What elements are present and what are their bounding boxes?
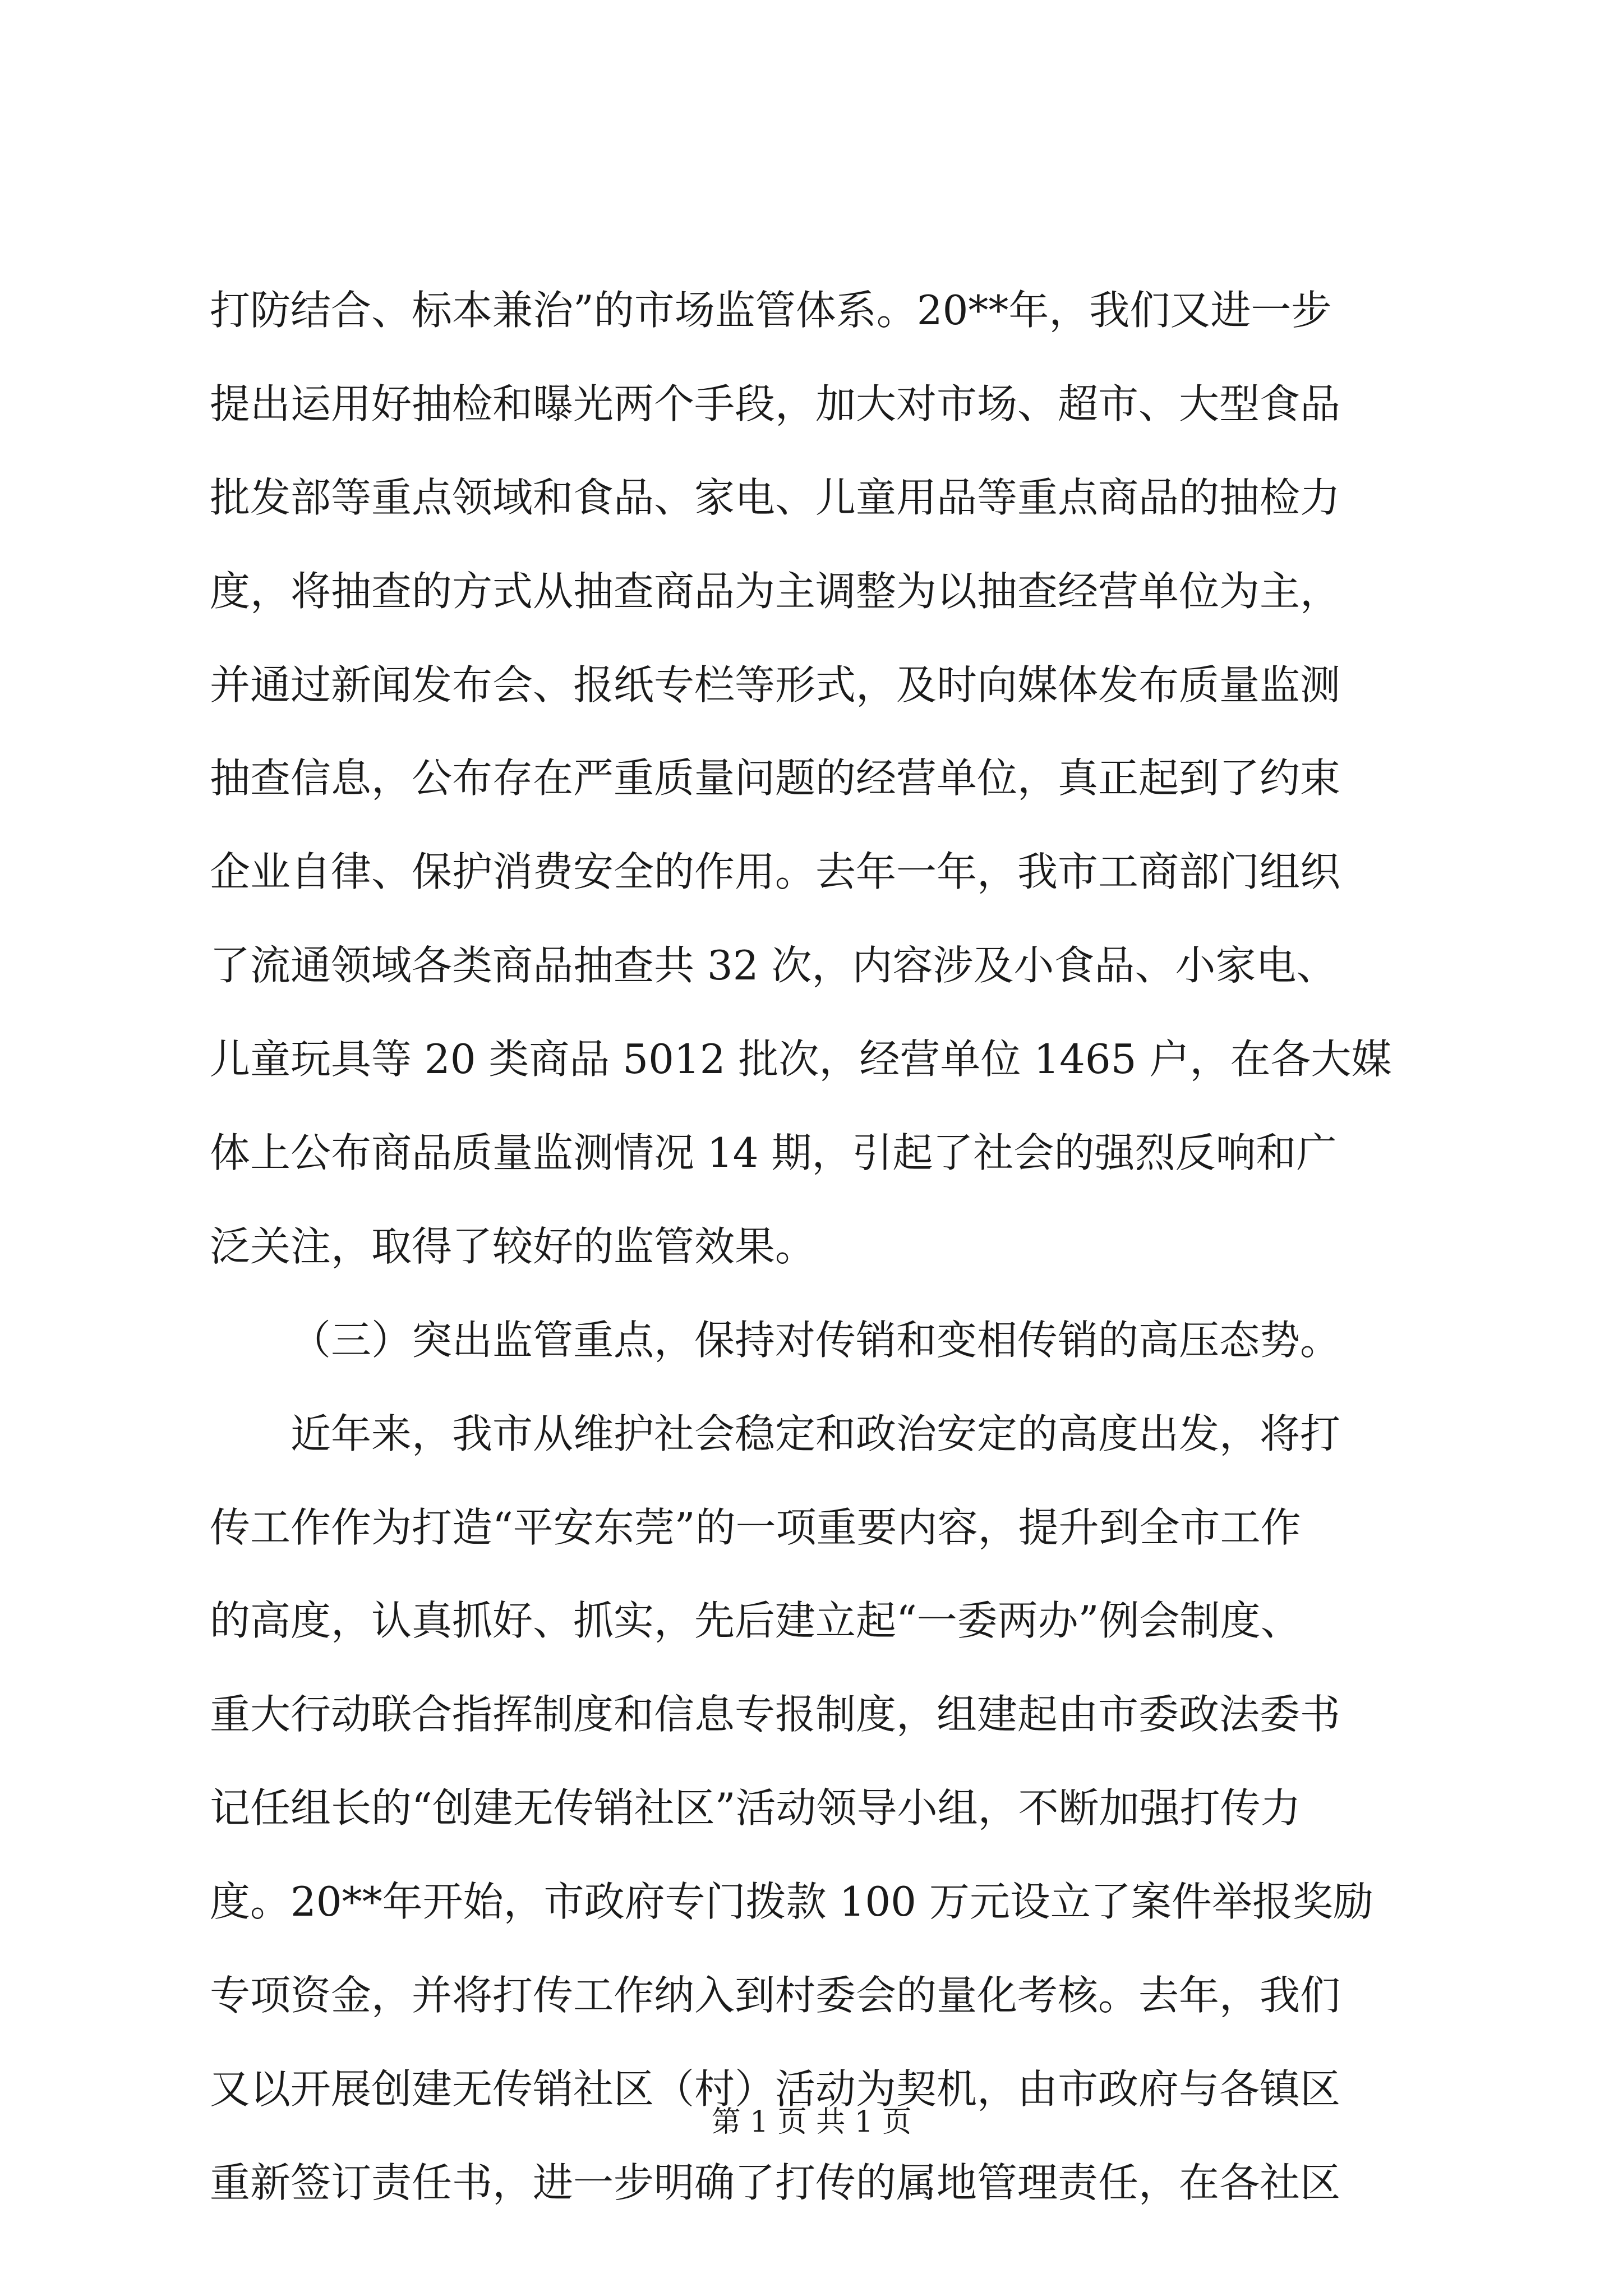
- text-line: 泛关注，取得了较好的监管效果。: [210, 1222, 816, 1270]
- text-line: 企业自律、保护消费安全的作用。去年一年，我市工商部门组织: [210, 848, 1341, 896]
- body-text: [210, 264, 1421, 2230]
- text-line: 并通过新闻发布会、报纸专栏等形式，及时向媒体发布质量监测: [210, 661, 1341, 708]
- text-line: 的高度，认真抓好、抓实，先后建立起“一委两办”例会制度、: [210, 1597, 1301, 1645]
- text-line: 重大行动联合指挥制度和信息专报制度，组建起由市委政法委书: [210, 1691, 1341, 1738]
- text-line: 提出运用好抽检和曝光两个手段，加大对市场、超市、大型食品: [210, 380, 1341, 427]
- text-line: 度。20**年开始，市政府专门拨款 100 万元设立了案件举报奖励: [210, 1878, 1373, 1926]
- text-line: 度，将抽查的方式从抽查商品为主调整为以抽查经营单位为主，: [210, 567, 1341, 615]
- text-line: 打防结合、标本兼治”的市场监管体系。20**年，我们又进一步: [210, 287, 1332, 334]
- text-line: 儿童玩具等 20 类商品 5012 批次，经营单位 1465 户，在各大媒: [210, 1036, 1392, 1083]
- text-line: 专项资金，并将打传工作纳入到村委会的量化考核。去年，我们: [210, 1972, 1341, 2019]
- text-line: 了流通领域各类商品抽查共 32 次，内容涉及小食品、小家电、: [210, 942, 1337, 990]
- section-heading: （三）突出监管重点，保持对传销和变相传销的高压态势。: [291, 1316, 1341, 1364]
- text-line: 批发部等重点领域和食品、家电、儿童用品等重点商品的抽检力: [210, 473, 1341, 521]
- text-line: 记任组长的“创建无传销社区”活动领导小组，不断加强打传力: [210, 1784, 1301, 1832]
- text-line: 抽查信息，公布存在严重质量问题的经营单位，真正起到了约束: [210, 754, 1341, 802]
- text-line: 传工作作为打造“平安东莞”的一项重要内容，提升到全市工作: [210, 1503, 1301, 1551]
- text-line: 近年来，我市从维护社会稳定和政治安定的高度出发，将打: [291, 1410, 1341, 1457]
- text-line: 又以开展创建无传销社区（村）活动为契机，由市政府与各镇区: [210, 2065, 1341, 2113]
- page-number: 第 1 页 共 1 页: [711, 2105, 912, 2139]
- text-line: 重新签订责任书，进一步明确了打传的属地管理责任，在各社区: [210, 2159, 1341, 2206]
- text-line: 体上公布商品质量监测情况 14 期，引起了社会的强烈反响和广: [210, 1129, 1337, 1177]
- page-footer: [0, 2102, 1623, 2142]
